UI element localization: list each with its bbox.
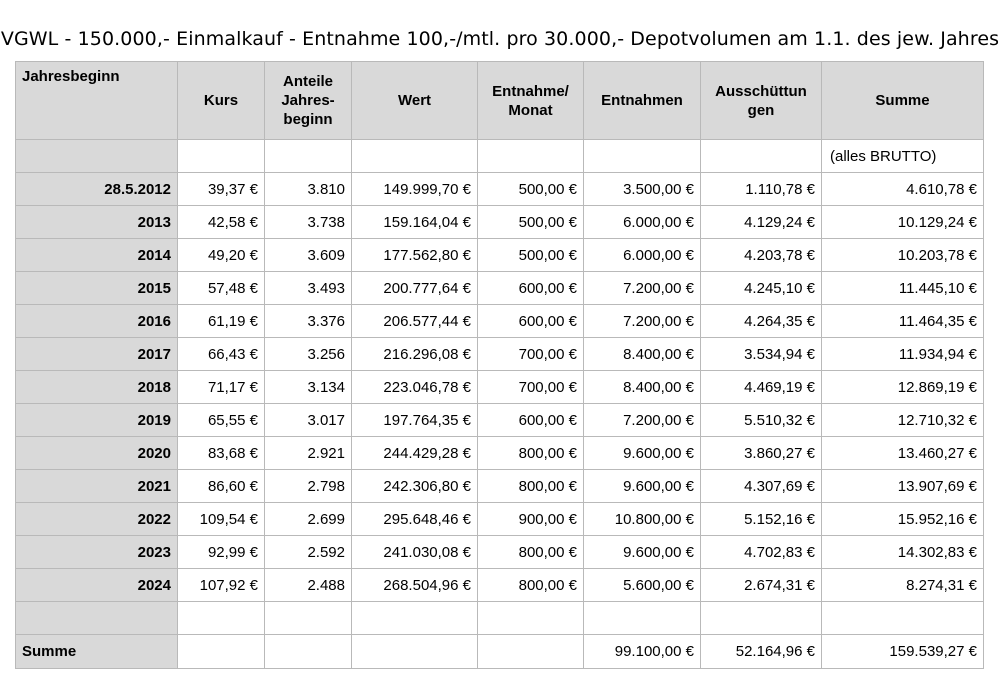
cell-entnahmen: 8.400,00 € (584, 371, 701, 404)
cell-anteile: 3.256 (265, 338, 352, 371)
total-label: Summe (16, 635, 178, 669)
row-label-jahr: 2017 (16, 338, 178, 371)
table-cell (822, 602, 984, 635)
row-label-jahr: 2020 (16, 437, 178, 470)
row-label-jahr: 2018 (16, 371, 178, 404)
table-row (16, 404, 984, 437)
cell-ausschuettungen: 5.152,16 € (701, 503, 822, 536)
cell-entnahme-monat: 600,00 € (478, 305, 584, 338)
cell-summe: 11.934,94 € (822, 338, 984, 371)
header-entnahmen-label: Entnahmen (601, 92, 683, 109)
cell-ausschuettungen: 4.245,10 € (701, 272, 822, 305)
cell-ausschuettungen: 3.860,27 € (701, 437, 822, 470)
header-jahresbeginn: Jahresbeginn (16, 62, 178, 140)
cell-summe: 13.907,69 € (822, 470, 984, 503)
table-row (16, 536, 984, 569)
table-cell (584, 140, 701, 173)
table-cell (265, 602, 352, 635)
cell-entnahmen: 5.600,00 € (584, 569, 701, 602)
cell-wert: 216.296,08 € (352, 338, 478, 371)
page-title: VGWL - 150.000,- Einmalkauf - Entnahme 100,-/mtl. pro 30.000,- Depotvolumen am 1.1. des jew. Jahres (0, 28, 1000, 50)
cell-anteile: 3.017 (265, 404, 352, 437)
total-entnahmen: 99.100,00 € (584, 635, 701, 669)
note-row (16, 140, 984, 173)
table-row (16, 305, 984, 338)
table-cell (178, 635, 265, 669)
cell-entnahmen: 7.200,00 € (584, 404, 701, 437)
row-label-jahr: 2014 (16, 239, 178, 272)
cell-kurs: 109,54 € (178, 503, 265, 536)
row-label-jahr: 2023 (16, 536, 178, 569)
header-summe (822, 62, 984, 140)
cell-summe: 11.464,35 € (822, 305, 984, 338)
row-label-jahr: 28.5.2012 (16, 173, 178, 206)
cell-entnahmen: 7.200,00 € (584, 272, 701, 305)
cell-wert: 241.030,08 € (352, 536, 478, 569)
cell-entnahme-monat: 500,00 € (478, 239, 584, 272)
cell-kurs: 66,43 € (178, 338, 265, 371)
cell-anteile: 2.699 (265, 503, 352, 536)
cell-entnahmen: 7.200,00 € (584, 305, 701, 338)
cell-anteile: 2.592 (265, 536, 352, 569)
cell-anteile: 3.376 (265, 305, 352, 338)
table-cell (265, 140, 352, 173)
table-cell (701, 602, 822, 635)
cell-entnahme-monat: 800,00 € (478, 569, 584, 602)
cell-wert: 177.562,80 € (352, 239, 478, 272)
brutto-note: (alles BRUTTO) (822, 140, 984, 173)
cell-entnahmen: 9.600,00 € (584, 470, 701, 503)
cell-kurs: 42,58 € (178, 206, 265, 239)
table-row (16, 503, 984, 536)
cell-wert: 197.764,35 € (352, 404, 478, 437)
cell-entnahme-monat: 800,00 € (478, 470, 584, 503)
table-row (16, 569, 984, 602)
cell-entnahme-monat: 600,00 € (478, 272, 584, 305)
table-row (16, 206, 984, 239)
table-row (16, 470, 984, 503)
cell-entnahmen: 3.500,00 € (584, 173, 701, 206)
cell-ausschuettungen: 5.510,32 € (701, 404, 822, 437)
cell-kurs: 107,92 € (178, 569, 265, 602)
table-cell (178, 602, 265, 635)
cell-ausschuettungen: 2.674,31 € (701, 569, 822, 602)
total-ausschuettungen: 52.164,96 € (701, 635, 822, 669)
cell-entnahmen: 9.600,00 € (584, 536, 701, 569)
cell-ausschuettungen: 3.534,94 € (701, 338, 822, 371)
table-cell (352, 140, 478, 173)
cell-wert: 295.648,46 € (352, 503, 478, 536)
row-label-jahr: 2016 (16, 305, 178, 338)
table-cell (352, 602, 478, 635)
header-anteile-line: Jahres- (281, 92, 335, 109)
header-anteile-line: Anteile (282, 73, 333, 90)
cell-wert: 149.999,70 € (352, 173, 478, 206)
cell-kurs: 61,19 € (178, 305, 265, 338)
cell-anteile: 3.609 (265, 239, 352, 272)
cell-anteile: 2.798 (265, 470, 352, 503)
cell-summe: 4.610,78 € (822, 173, 984, 206)
cell-ausschuettungen: 1.110,78 € (701, 173, 822, 206)
cell-ausschuettungen: 4.203,78 € (701, 239, 822, 272)
cell-entnahme-monat: 500,00 € (478, 206, 584, 239)
data-table (15, 61, 984, 669)
table-row (16, 338, 984, 371)
header-wert (352, 62, 478, 140)
cell-summe: 13.460,27 € (822, 437, 984, 470)
header-kurs (178, 62, 265, 140)
table-cell (701, 140, 822, 173)
cell-wert: 206.577,44 € (352, 305, 478, 338)
cell-wert: 200.777,64 € (352, 272, 478, 305)
cell-summe: 12.710,32 € (822, 404, 984, 437)
cell-summe: 10.129,24 € (822, 206, 984, 239)
table-cell (478, 602, 584, 635)
cell-anteile: 3.493 (265, 272, 352, 305)
table-row (16, 239, 984, 272)
table-cell (352, 635, 478, 669)
row-label-empty (16, 602, 178, 635)
row-label-jahr: 2021 (16, 470, 178, 503)
cell-entnahmen: 8.400,00 € (584, 338, 701, 371)
table-cell (478, 635, 584, 669)
cell-kurs: 83,68 € (178, 437, 265, 470)
cell-ausschuettungen: 4.307,69 € (701, 470, 822, 503)
cell-entnahmen: 10.800,00 € (584, 503, 701, 536)
cell-summe: 11.445,10 € (822, 272, 984, 305)
cell-anteile: 2.921 (265, 437, 352, 470)
cell-anteile: 3.810 (265, 173, 352, 206)
cell-anteile: 3.738 (265, 206, 352, 239)
cell-kurs: 86,60 € (178, 470, 265, 503)
table-row (16, 371, 984, 404)
cell-wert: 159.164,04 € (352, 206, 478, 239)
header-wert-label: Wert (397, 92, 432, 109)
row-label-jahr: 2024 (16, 569, 178, 602)
cell-ausschuettungen: 4.702,83 € (701, 536, 822, 569)
cell-entnahmen: 6.000,00 € (584, 239, 701, 272)
cell-entnahme-monat: 700,00 € (478, 371, 584, 404)
table-cell (178, 140, 265, 173)
row-label-jahr: 2015 (16, 272, 178, 305)
cell-wert: 223.046,78 € (352, 371, 478, 404)
cell-kurs: 57,48 € (178, 272, 265, 305)
header-row (16, 62, 984, 140)
header-anteile (265, 62, 352, 140)
cell-summe: 8.274,31 € (822, 569, 984, 602)
spacer-row (16, 602, 984, 635)
row-label-empty (16, 140, 178, 173)
cell-entnahme-monat: 600,00 € (478, 404, 584, 437)
cell-anteile: 2.488 (265, 569, 352, 602)
header-ausschuettungen (701, 62, 822, 140)
table-row (16, 272, 984, 305)
cell-ausschuettungen: 4.264,35 € (701, 305, 822, 338)
cell-entnahmen: 6.000,00 € (584, 206, 701, 239)
table-row (16, 173, 984, 206)
header-ausschuettungen-line: gen (747, 101, 775, 119)
header-entnahmen (584, 62, 701, 140)
cell-anteile: 3.134 (265, 371, 352, 404)
row-label-jahr: 2013 (16, 206, 178, 239)
table-cell (265, 635, 352, 669)
header-kurs-label: Kurs (203, 92, 239, 109)
cell-ausschuettungen: 4.469,19 € (701, 371, 822, 404)
cell-entnahme-monat: 500,00 € (478, 173, 584, 206)
table-row (16, 437, 984, 470)
cell-summe: 14.302,83 € (822, 536, 984, 569)
header-entnahme-monat-line: Monat (508, 101, 553, 119)
cell-entnahmen: 9.600,00 € (584, 437, 701, 470)
cell-summe: 12.869,19 € (822, 371, 984, 404)
cell-kurs: 39,37 € (178, 173, 265, 206)
header-entnahme-monat-line: Entnahme/ (492, 82, 569, 100)
total-row (16, 635, 984, 669)
cell-entnahme-monat: 900,00 € (478, 503, 584, 536)
header-anteile-line: beginn (283, 111, 333, 128)
header-summe-label: Summe (875, 92, 930, 109)
table-cell (478, 140, 584, 173)
row-label-jahr: 2022 (16, 503, 178, 536)
cell-wert: 242.306,80 € (352, 470, 478, 503)
header-entnahme-monat (478, 62, 584, 140)
cell-wert: 244.429,28 € (352, 437, 478, 470)
row-label-jahr: 2019 (16, 404, 178, 437)
cell-entnahme-monat: 800,00 € (478, 536, 584, 569)
total-summe: 159.539,27 € (822, 635, 984, 669)
table-cell (584, 602, 701, 635)
cell-summe: 15.952,16 € (822, 503, 984, 536)
cell-entnahme-monat: 800,00 € (478, 437, 584, 470)
cell-wert: 268.504,96 € (352, 569, 478, 602)
cell-kurs: 71,17 € (178, 371, 265, 404)
cell-kurs: 92,99 € (178, 536, 265, 569)
cell-summe: 10.203,78 € (822, 239, 984, 272)
cell-entnahme-monat: 700,00 € (478, 338, 584, 371)
header-ausschuettungen-line: Ausschüttun (715, 82, 807, 100)
cell-ausschuettungen: 4.129,24 € (701, 206, 822, 239)
cell-kurs: 49,20 € (178, 239, 265, 272)
cell-kurs: 65,55 € (178, 404, 265, 437)
